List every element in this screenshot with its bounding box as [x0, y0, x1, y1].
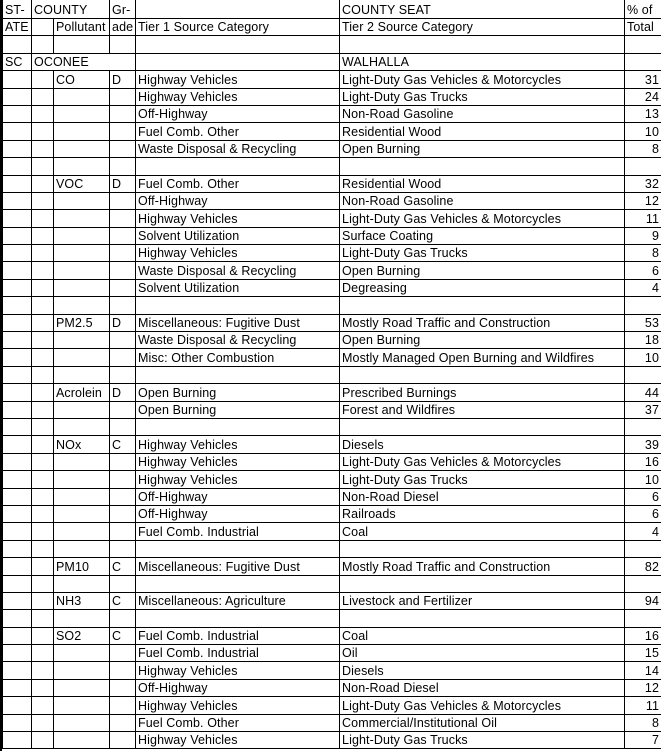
percent-cell: 44	[625, 384, 661, 401]
header-grade-bottom: ade	[110, 19, 136, 36]
header-state-top: ST-	[3, 0, 32, 19]
table-row	[3, 332, 661, 349]
tier1-cell: Fuel Comb. Industrial	[136, 523, 340, 540]
tier2-cell: Diesels	[340, 662, 625, 679]
pollutant-cell: NOx	[54, 436, 110, 453]
spacer-row	[3, 158, 661, 175]
emissions-table	[2, 0, 661, 749]
tier2-cell: Non-Road Gasoline	[340, 192, 625, 209]
table-row	[3, 488, 661, 505]
tier2-cell: Livestock and Fertilizer	[340, 592, 625, 609]
tier2-cell: Degreasing	[340, 279, 625, 296]
pollutant-cell: CO	[54, 71, 110, 88]
pollutant-cell: SO2	[54, 627, 110, 644]
tier2-cell: Light-Duty Gas Vehicles & Motorcycles	[340, 697, 625, 714]
tier2-cell: Open Burning	[340, 140, 625, 157]
grade-cell: D	[110, 314, 136, 331]
tier1-cell: Off-Highway	[136, 505, 340, 522]
percent-cell: 4	[625, 523, 661, 540]
tier2-cell: Non-Road Diesel	[340, 488, 625, 505]
percent-cell: 16	[625, 453, 661, 470]
location-row	[3, 53, 661, 70]
percent-cell: 10	[625, 349, 661, 366]
table-row	[3, 140, 661, 157]
percent-cell: 6	[625, 262, 661, 279]
percent-cell: 8	[625, 714, 661, 731]
pollutant-cell: Acrolein	[54, 384, 110, 401]
percent-cell: 6	[625, 488, 661, 505]
header-tier2: Tier 2 Source Category	[340, 19, 625, 36]
tier2-cell: Railroads	[340, 505, 625, 522]
table-row	[3, 436, 661, 453]
spacer-row	[3, 36, 661, 53]
tier1-cell: Highway Vehicles	[136, 71, 340, 88]
tier1-cell: Open Burning	[136, 401, 340, 418]
table-row	[3, 88, 661, 105]
tier1-cell: Highway Vehicles	[136, 732, 340, 749]
tier2-cell: Residential Wood	[340, 123, 625, 140]
table-row	[3, 105, 661, 122]
tier1-cell: Waste Disposal & Recycling	[136, 332, 340, 349]
table-row	[3, 401, 661, 418]
tier2-cell: Commercial/Institutional Oil	[340, 714, 625, 731]
tier2-cell: Coal	[340, 627, 625, 644]
tier1-cell: Highway Vehicles	[136, 697, 340, 714]
header-pct-top: % of	[625, 0, 661, 19]
tier2-cell: Non-Road Gasoline	[340, 105, 625, 122]
percent-cell: 14	[625, 662, 661, 679]
header-state-bottom: ATE	[3, 19, 32, 36]
percent-cell: 10	[625, 471, 661, 488]
tier1-cell: Highway Vehicles	[136, 245, 340, 262]
tier2-cell: Coal	[340, 523, 625, 540]
table-row	[3, 384, 661, 401]
spacer-row	[3, 366, 661, 383]
tier1-cell: Waste Disposal & Recycling	[136, 262, 340, 279]
percent-cell: 8	[625, 140, 661, 157]
tier1-cell: Highway Vehicles	[136, 662, 340, 679]
percent-cell: 11	[625, 697, 661, 714]
percent-cell: 32	[625, 175, 661, 192]
table-row	[3, 245, 661, 262]
tier1-cell: Fuel Comb. Other	[136, 123, 340, 140]
percent-cell: 9	[625, 227, 661, 244]
table-row	[3, 471, 661, 488]
tier2-cell: Forest and Wildfires	[340, 401, 625, 418]
county-cell: OCONEE	[32, 53, 136, 70]
table-row	[3, 732, 661, 749]
tier2-cell: Light-Duty Gas Vehicles & Motorcycles	[340, 71, 625, 88]
tier2-cell: Light-Duty Gas Trucks	[340, 732, 625, 749]
percent-cell: 8	[625, 245, 661, 262]
tier2-cell: Mostly Managed Open Burning and Wildfires	[340, 349, 625, 366]
spacer-row	[3, 610, 661, 627]
header-tier1: Tier 1 Source Category	[136, 19, 340, 36]
tier1-cell: Misc: Other Combustion	[136, 349, 340, 366]
grade-cell: D	[110, 384, 136, 401]
percent-cell: 11	[625, 210, 661, 227]
tier2-cell: Oil	[340, 645, 625, 662]
tier1-cell: Off-Highway	[136, 679, 340, 696]
header-row-1	[3, 0, 661, 19]
percent-cell: 16	[625, 627, 661, 644]
tier2-cell: Surface Coating	[340, 227, 625, 244]
tier2-cell: Prescribed Burnings	[340, 384, 625, 401]
percent-cell: 24	[625, 88, 661, 105]
tier1-cell: Miscellaneous: Agriculture	[136, 592, 340, 609]
grade-cell: D	[110, 71, 136, 88]
table-row	[3, 279, 661, 296]
table-row	[3, 227, 661, 244]
table-row	[3, 262, 661, 279]
table-row	[3, 679, 661, 696]
tier2-cell: Light-Duty Gas Trucks	[340, 471, 625, 488]
header-county-blank	[32, 19, 54, 36]
tier1-cell: Highway Vehicles	[136, 453, 340, 470]
tier2-cell: Open Burning	[340, 332, 625, 349]
tier2-cell: Mostly Road Traffic and Construction	[340, 314, 625, 331]
spacer-row	[3, 297, 661, 314]
tier1-cell: Highway Vehicles	[136, 471, 340, 488]
header-pollutant: Pollutant	[54, 19, 110, 36]
tier1-cell: Solvent Utilization	[136, 279, 340, 296]
pollutant-cell: NH3	[54, 592, 110, 609]
tier1-cell: Highway Vehicles	[136, 88, 340, 105]
county-seat-cell: WALHALLA	[340, 53, 625, 70]
table-row	[3, 192, 661, 209]
percent-cell: 94	[625, 592, 661, 609]
table-row	[3, 697, 661, 714]
tier2-cell: Light-Duty Gas Trucks	[340, 245, 625, 262]
spacer-row	[3, 418, 661, 435]
tier1-cell: Off-Highway	[136, 192, 340, 209]
table-row	[3, 71, 661, 88]
tier1-cell: Off-Highway	[136, 488, 340, 505]
tier1-cell: Fuel Comb. Other	[136, 175, 340, 192]
grade-cell: D	[110, 175, 136, 192]
percent-cell: 4	[625, 279, 661, 296]
percent-cell: 53	[625, 314, 661, 331]
percent-cell: 6	[625, 505, 661, 522]
percent-cell: 10	[625, 123, 661, 140]
percent-cell: 13	[625, 105, 661, 122]
spacer-row	[3, 540, 661, 557]
tier1-cell: Fuel Comb. Industrial	[136, 627, 340, 644]
grade-cell: C	[110, 592, 136, 609]
percent-cell: 12	[625, 192, 661, 209]
header-county: COUNTY	[32, 0, 110, 19]
tier2-cell: Mostly Road Traffic and Construction	[340, 558, 625, 575]
percent-cell: 15	[625, 645, 661, 662]
header-grade-top: Gr-	[110, 0, 136, 19]
grade-cell: C	[110, 558, 136, 575]
table-row	[3, 662, 661, 679]
tier1-cell: Off-Highway	[136, 105, 340, 122]
tier2-cell: Diesels	[340, 436, 625, 453]
tier2-cell: Light-Duty Gas Vehicles & Motorcycles	[340, 210, 625, 227]
tier1-cell: Miscellaneous: Fugitive Dust	[136, 314, 340, 331]
table-row	[3, 523, 661, 540]
state-cell: SC	[3, 53, 32, 70]
percent-cell: 12	[625, 679, 661, 696]
percent-cell: 7	[625, 732, 661, 749]
tier1-cell: Highway Vehicles	[136, 210, 340, 227]
table-row	[3, 645, 661, 662]
table-row	[3, 210, 661, 227]
pollutant-cell: VOC	[54, 175, 110, 192]
tier1-cell: Fuel Comb. Other	[136, 714, 340, 731]
table-row	[3, 714, 661, 731]
tier2-cell: Non-Road Diesel	[340, 679, 625, 696]
tier1-cell: Solvent Utilization	[136, 227, 340, 244]
table-row	[3, 627, 661, 644]
tier2-cell: Light-Duty Gas Trucks	[340, 88, 625, 105]
pollutant-cell: PM2.5	[54, 314, 110, 331]
header-blank	[136, 0, 340, 19]
spacer-row	[3, 575, 661, 592]
tier2-cell: Open Burning	[340, 262, 625, 279]
tier1-cell: Open Burning	[136, 384, 340, 401]
table-row	[3, 123, 661, 140]
tier2-cell: Light-Duty Gas Vehicles & Motorcycles	[340, 453, 625, 470]
tier1-cell: Highway Vehicles	[136, 436, 340, 453]
table-row	[3, 175, 661, 192]
grade-cell: C	[110, 436, 136, 453]
header-pct-bottom: Total	[625, 19, 661, 36]
tier1-cell: Fuel Comb. Industrial	[136, 645, 340, 662]
tier2-cell: Residential Wood	[340, 175, 625, 192]
pollutant-cell: PM10	[54, 558, 110, 575]
table-row	[3, 505, 661, 522]
table-row	[3, 314, 661, 331]
percent-cell: 31	[625, 71, 661, 88]
table-row	[3, 453, 661, 470]
tier1-cell: Waste Disposal & Recycling	[136, 140, 340, 157]
table-row	[3, 592, 661, 609]
header-county-seat: COUNTY SEAT	[340, 0, 625, 19]
percent-cell: 39	[625, 436, 661, 453]
tier1-cell: Miscellaneous: Fugitive Dust	[136, 558, 340, 575]
percent-cell: 82	[625, 558, 661, 575]
table-row	[3, 558, 661, 575]
header-row-2	[3, 19, 661, 36]
grade-cell: C	[110, 627, 136, 644]
table-row	[3, 349, 661, 366]
percent-cell: 37	[625, 401, 661, 418]
percent-cell: 18	[625, 332, 661, 349]
